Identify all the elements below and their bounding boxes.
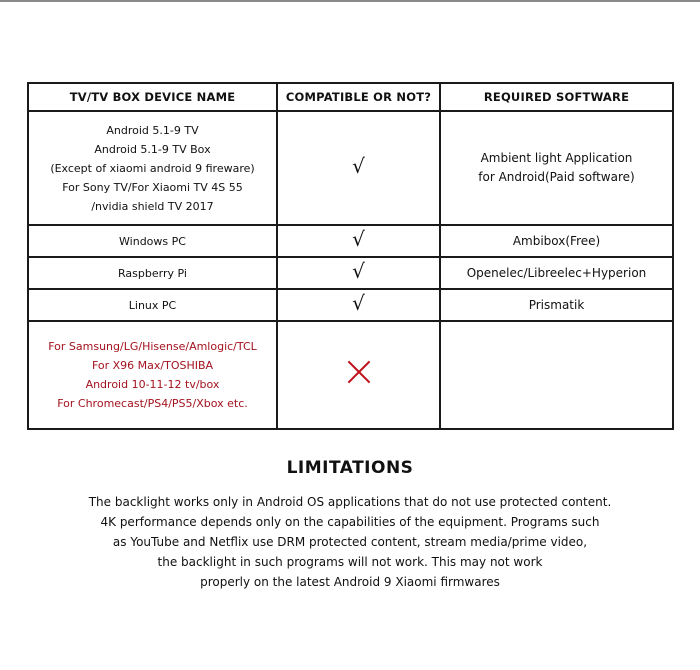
device-line: For Samsung/LG/Hisense/Amlogic/TCL xyxy=(48,340,257,353)
check-mark: √ xyxy=(352,154,365,178)
limitations-line: the backlight in such programs will not work. This may not work xyxy=(157,555,543,569)
device-line: Android 5.1-9 TV Box xyxy=(94,142,211,156)
software-cell xyxy=(440,289,673,321)
device-cell xyxy=(28,257,277,289)
limitations-line: 4K performance depends only on the capabilities of the equipment. Programs such xyxy=(100,515,600,529)
top-divider xyxy=(0,0,700,2)
software-line: Ambibox(Free) xyxy=(512,233,601,248)
software-line: Ambient light Application xyxy=(480,151,633,165)
software-cell xyxy=(440,225,673,257)
software-line: for Android(Paid software) xyxy=(478,170,635,184)
device-line: (Except of xiaomi android 9 fireware) xyxy=(50,161,255,175)
device-cell xyxy=(28,225,277,257)
device-cell xyxy=(28,111,277,225)
check-mark: √ xyxy=(352,291,365,315)
software-cell xyxy=(440,257,673,289)
compatible-cell xyxy=(277,289,440,321)
table-row xyxy=(28,321,673,429)
software-line: Prismatik xyxy=(528,297,585,312)
header-compatible: COMPATIBLE OR NOT? xyxy=(277,83,440,111)
table-row xyxy=(28,225,673,257)
compatible-cell xyxy=(277,257,440,289)
software-line: Openelec/Libreelec+Hyperion xyxy=(466,265,647,280)
cross-icon xyxy=(347,360,371,384)
device-line: For X96 Max/TOSHIBA xyxy=(91,359,214,372)
software-cell xyxy=(440,111,673,225)
device-cell xyxy=(28,289,277,321)
table-row xyxy=(28,111,673,225)
table-row xyxy=(28,257,673,289)
compatible-cell xyxy=(277,111,440,225)
device-line: For Sony TV/For Xiaomi TV 4S 55 xyxy=(62,180,243,194)
compatible-cell xyxy=(277,225,440,257)
device-line: Linux PC xyxy=(128,298,177,312)
device-line: Android 10-11-12 tv/box xyxy=(85,378,220,391)
device-line: /nvidia shield TV 2017 xyxy=(91,199,214,213)
device-line: Raspberry Pi xyxy=(118,266,187,280)
header-required-software: REQUIRED SOFTWARE xyxy=(440,83,673,111)
device-line: Android 5.1-9 TV xyxy=(106,123,199,137)
device-cell xyxy=(28,321,277,429)
software-cell xyxy=(440,321,673,429)
compatibility-table xyxy=(27,82,674,430)
check-mark: √ xyxy=(352,259,365,283)
device-line: Windows PC xyxy=(119,234,186,248)
table-row xyxy=(28,289,673,321)
limitations-title: LIMITATIONS xyxy=(286,458,414,478)
limitations-line: as YouTube and Netflix use DRM protected content, stream media/prime video, xyxy=(112,535,588,549)
limitations-line: properly on the latest Android 9 Xiaomi firmwares xyxy=(200,575,500,589)
limitations-line: The backlight works only in Android OS applications that do not use protected content. xyxy=(88,495,612,509)
header-device-name: TV/TV BOX DEVICE NAME xyxy=(28,83,277,111)
table-header-row xyxy=(28,83,673,111)
device-line: For Chromecast/PS4/PS5/Xbox etc. xyxy=(57,397,248,410)
check-mark: √ xyxy=(352,227,365,251)
limitations-text xyxy=(50,492,650,592)
compatible-cell xyxy=(277,321,440,429)
